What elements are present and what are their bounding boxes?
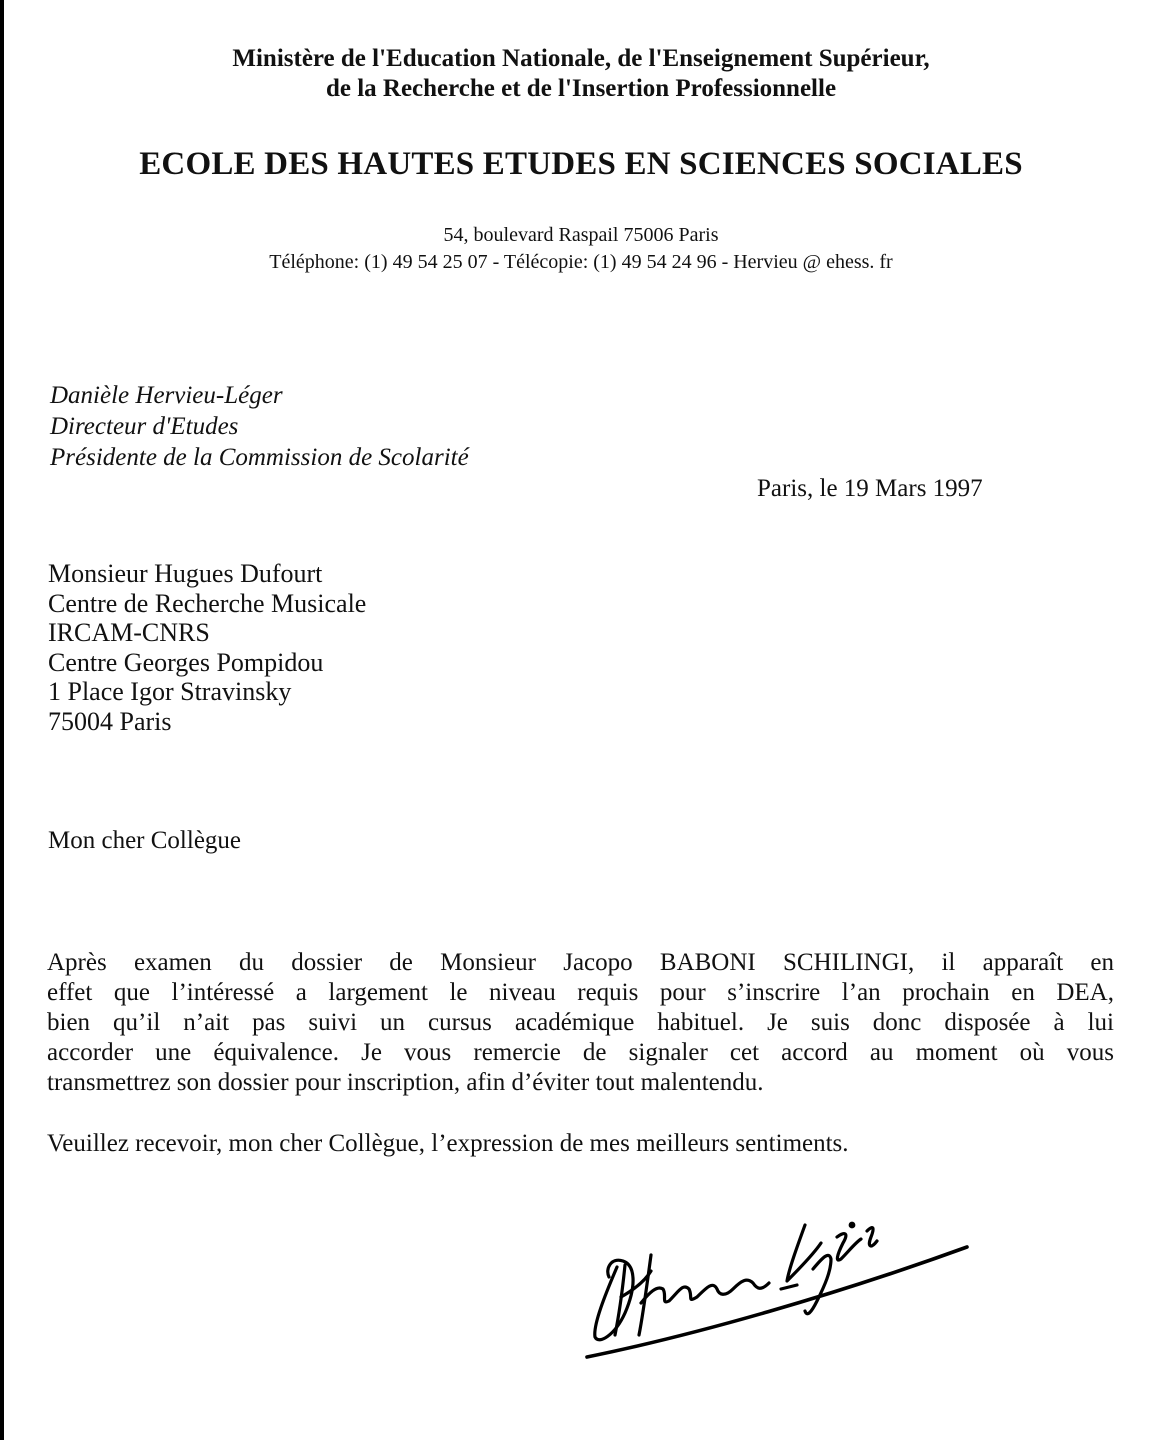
scan-edge	[0, 0, 4, 1440]
letter-body	[47, 948, 1114, 1098]
recipient-line: Monsieur Hugues Dufourt	[48, 559, 323, 588]
body-line: transmettrez son dossier pour inscription, afin d’éviter tout malentendu.	[47, 1069, 764, 1096]
sender-title: Directeur d'Etudes	[50, 413, 239, 440]
contact-line: Téléphone: (1) 49 54 25 07 - Télécopie: (1) 49 54 24 96 - Hervieu @ ehess. fr	[269, 251, 893, 273]
street-address: 54, boulevard Raspail 75006 Paris	[443, 224, 719, 246]
sender-name: Danièle Hervieu-Léger	[50, 382, 283, 409]
handwritten-signature-icon	[575, 1185, 985, 1375]
closing-formula: Veuillez recevoir, mon cher Collègue, l’expression de mes meilleurs sentiments.	[47, 1130, 849, 1157]
letterhead-address	[0, 222, 1162, 276]
salutation: Mon cher Collègue	[48, 827, 242, 854]
body-line: accorder une équivalence. Je vous remercie de signaler cet accord au moment où vous	[47, 1039, 1114, 1066]
recipient-line: IRCAM-CNRS	[48, 618, 210, 647]
body-line: effet que l’intéressé a largement le niveau requis pour s’inscrire l’an prochain en DEA,	[47, 979, 1114, 1006]
sender-role: Présidente de la Commission de Scolarité	[50, 444, 469, 471]
body-line: Après examen du dossier de Monsieur Jacopo BABONI SCHILINGI, il apparaît en	[47, 949, 1114, 976]
school-name: ECOLE DES HAUTES ETUDES EN SCIENCES SOCIALES	[139, 146, 1023, 182]
sender-block	[50, 380, 469, 473]
ministry-line-2: de la Recherche et de l'Insertion Professionnelle	[325, 75, 837, 102]
recipient-line: Centre de Recherche Musicale	[48, 588, 367, 618]
ministry-line-1: Ministère de l'Education Nationale, de l'Enseignement Supérieur,	[232, 45, 930, 72]
ministry-header	[0, 44, 1162, 104]
recipient-address	[48, 559, 366, 736]
recipient-line: 75004 Paris	[48, 706, 172, 736]
body-line: bien qu’il n’ait pas suivi un cursus académique habituel. Je suis donc disposée à lui	[47, 1009, 1114, 1036]
recipient-line: Centre Georges Pompidou	[48, 647, 324, 677]
letter-date: Paris, le 19 Mars 1997	[757, 475, 983, 502]
recipient-line: 1 Place Igor Stravinsky	[48, 677, 292, 706]
